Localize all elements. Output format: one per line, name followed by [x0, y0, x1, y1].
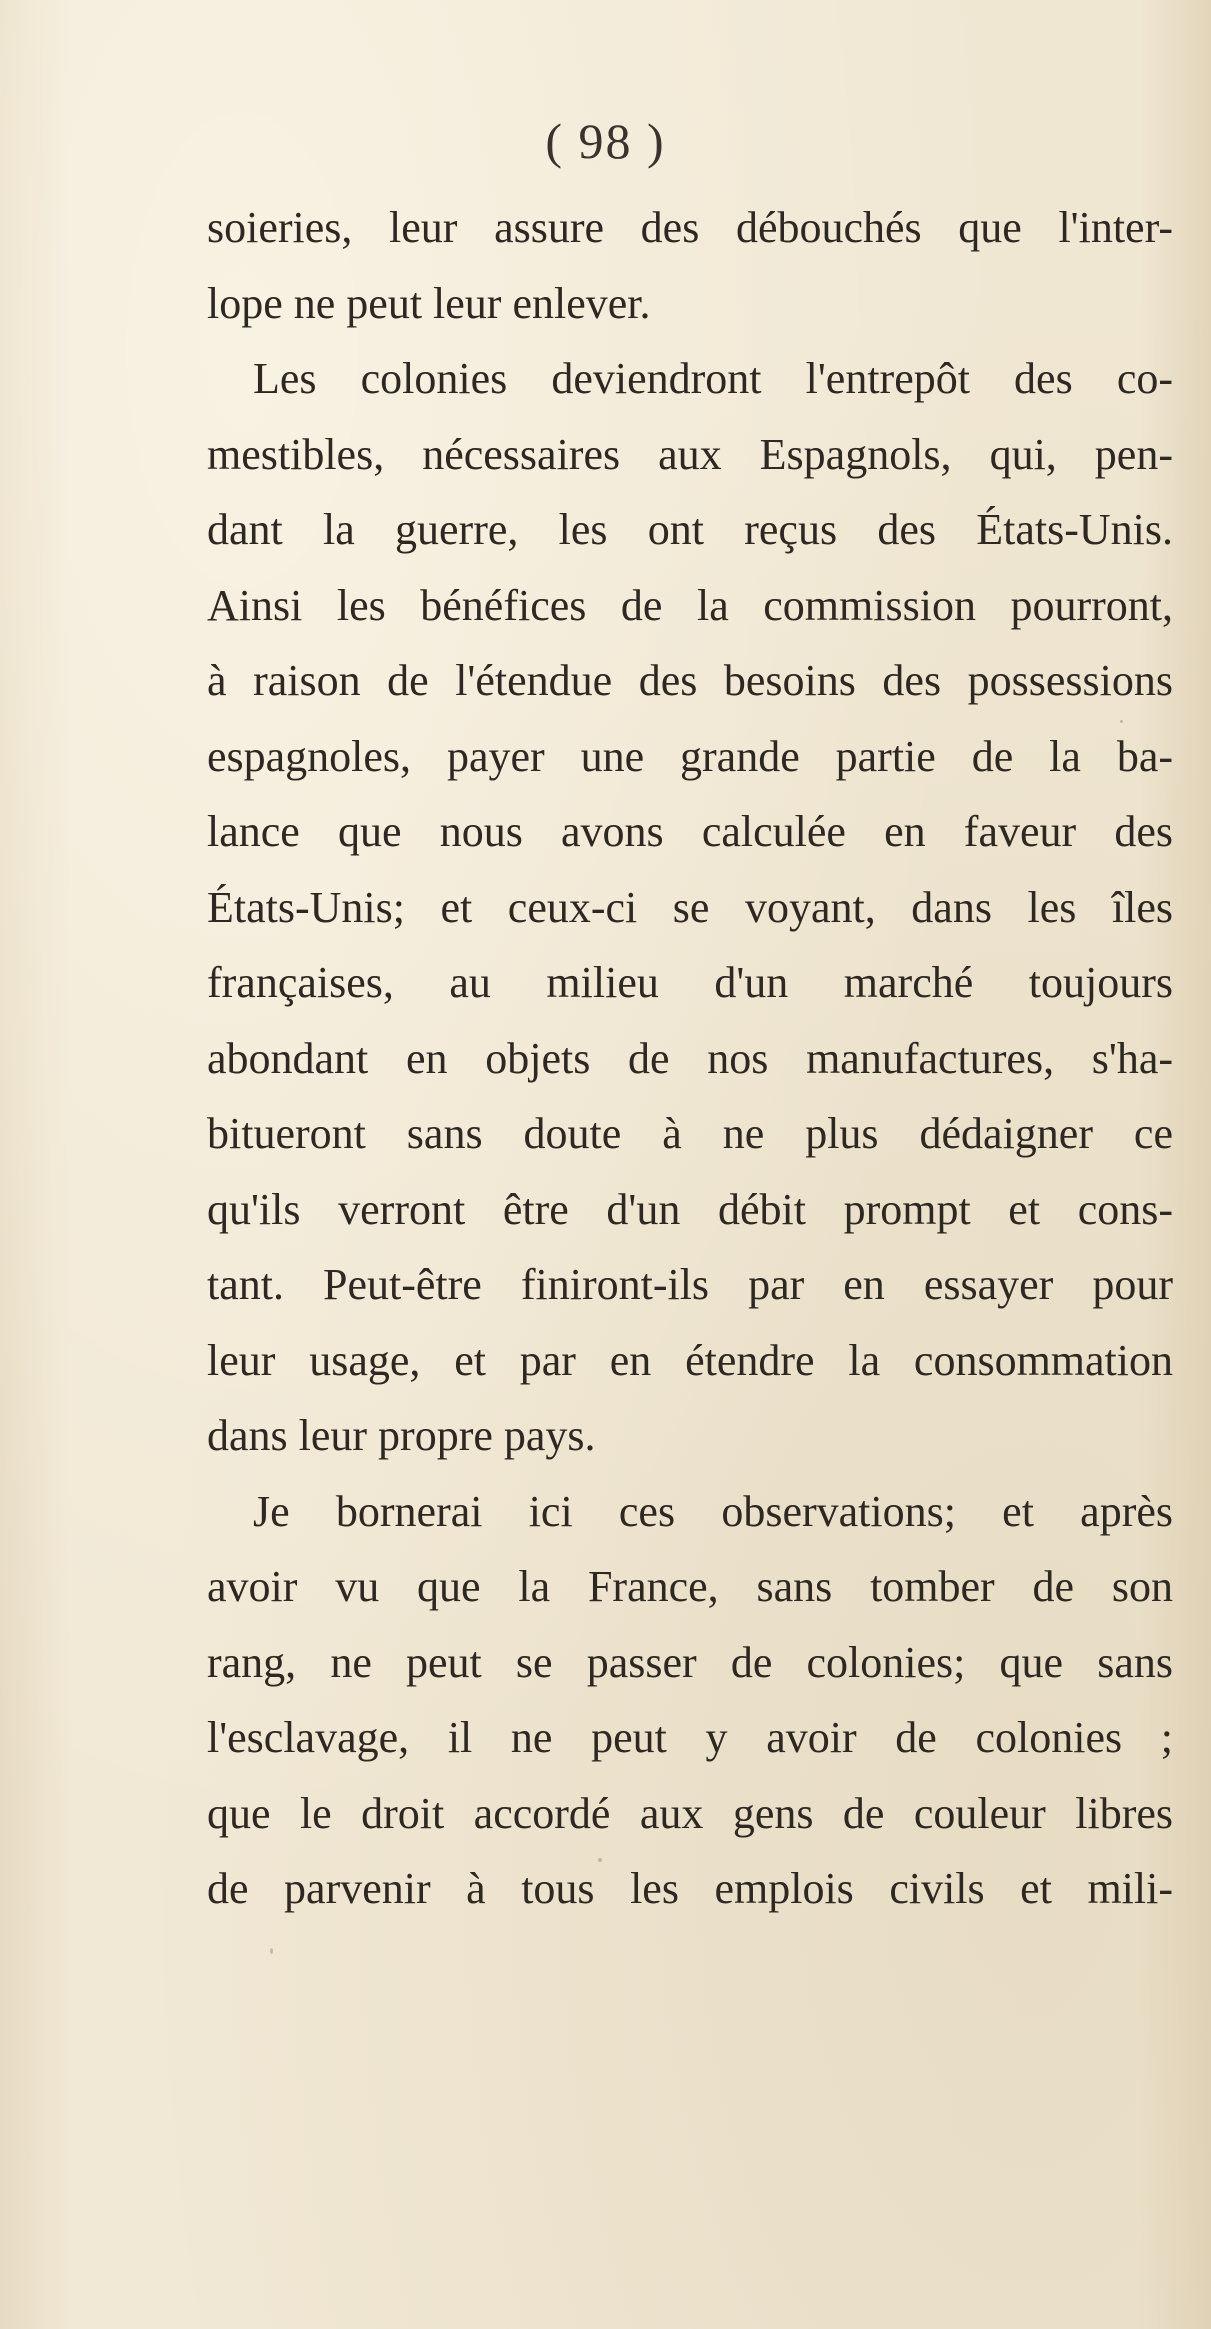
text-line: soieries, leur assure des débouchés que l'inter-: [207, 203, 1173, 252]
text-line: de parvenir à tous les emplois civils et mili-: [207, 1864, 1173, 1913]
paper-speck: [270, 1948, 273, 1954]
paper-speck: [598, 1858, 602, 1862]
text-line: Les colonies deviendront l'entrepôt des co-: [253, 354, 1173, 403]
text-line: rang, ne peut se passer de colonies; que sans: [207, 1637, 1173, 1687]
text-line: abondant en objets de nos manufactures, s'ha-: [207, 1033, 1173, 1083]
text-line: dans leur propre pays.: [207, 1411, 596, 1460]
page-number: ( 98 ): [545, 113, 666, 169]
text-line: leur usage, et par en étendre la consommation: [207, 1335, 1173, 1385]
text-line: que le droit accordé aux gens de couleur libres: [207, 1788, 1173, 1838]
text-line: espagnoles, payer une grande partie de la ba-: [207, 731, 1173, 781]
text-line: Je bornerai ici ces observations; et après: [253, 1486, 1173, 1536]
text-line: Ainsi les bénéfices de la commission pourront,: [207, 580, 1173, 630]
text-line: lope ne peut leur enlever.: [207, 278, 651, 328]
text-line: États-Unis; et ceux-ci se voyant, dans les îles: [207, 882, 1173, 932]
text-line: françaises, au milieu d'un marché toujours: [207, 958, 1173, 1007]
text-line: à raison de l'étendue des besoins des possessions: [207, 656, 1173, 705]
text-line: bitueront sans doute à ne plus dédaigner ce: [207, 1109, 1173, 1158]
text-line: l'esclavage, il ne peut y avoir de colonies ;: [207, 1713, 1173, 1762]
text-line: lance que nous avons calculée en faveur des: [207, 807, 1173, 856]
text-line: avoir vu que la France, sans tomber de son: [207, 1562, 1173, 1611]
text-line: dant la guerre, les ont reçus des États-Unis.: [207, 505, 1173, 554]
text-line: tant. Peut-être finiront-ils par en essayer pour: [207, 1260, 1173, 1309]
text-line: mestibles, nécessaires aux Espagnols, qui, pen-: [207, 429, 1173, 479]
paper-speck: [1120, 720, 1123, 723]
body-text: [207, 190, 1173, 1927]
text-line: qu'ils verront être d'un débit prompt et cons-: [207, 1184, 1173, 1234]
